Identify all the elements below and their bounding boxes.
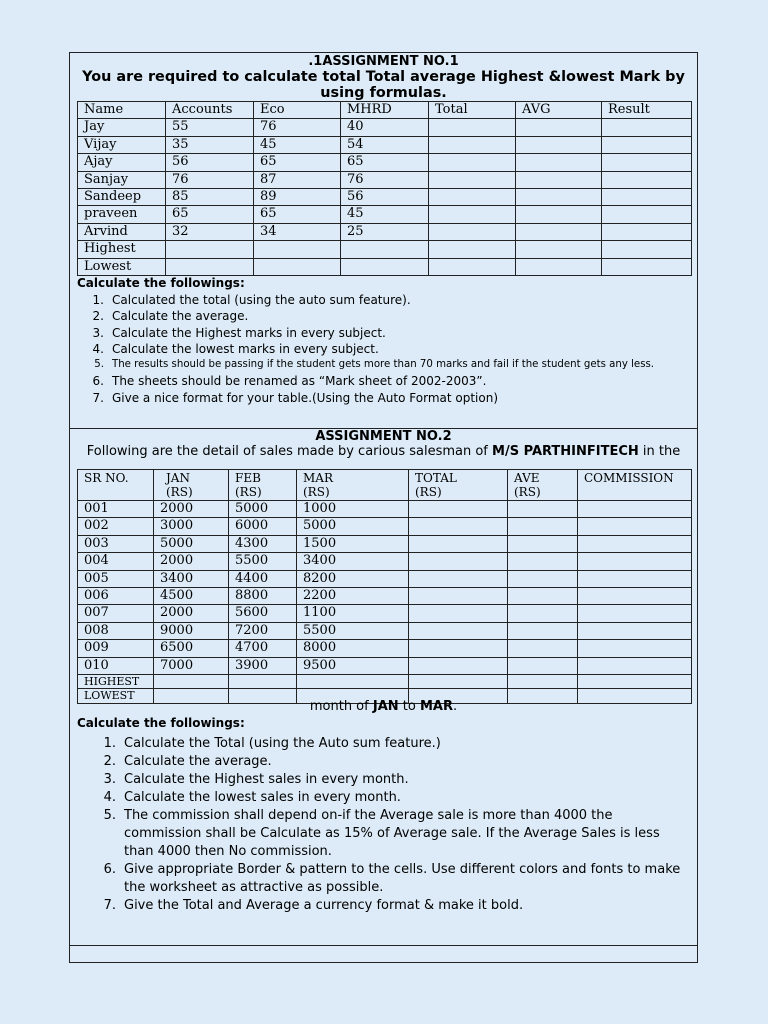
list-item-text: Calculate the lowest marks in every subject. xyxy=(112,341,379,356)
table-cell xyxy=(602,171,692,188)
table-cell: 45 xyxy=(341,206,429,223)
table-cell: Sandeep xyxy=(78,188,166,205)
table-cell xyxy=(508,570,578,587)
table-cell: 9000 xyxy=(154,622,229,639)
table-cell xyxy=(409,570,508,587)
table-cell xyxy=(429,206,516,223)
table-cell xyxy=(516,136,602,153)
list-item xyxy=(78,357,654,373)
table-cell: 5600 xyxy=(229,605,297,622)
list-number: 5. xyxy=(94,359,104,371)
table-cell xyxy=(341,258,429,275)
header-line-1: TOTAL xyxy=(415,471,457,485)
list-item-text: Give a nice format for your table.(Using the Auto Format option) xyxy=(112,390,499,405)
table-row xyxy=(78,640,692,657)
table-cell xyxy=(429,241,516,258)
month-prefix: month of xyxy=(309,699,373,714)
table-cell: 2200 xyxy=(297,587,409,604)
table-cell xyxy=(516,188,602,205)
table-cell: 8000 xyxy=(297,640,409,657)
column-header: MHRD xyxy=(341,102,429,119)
list-number: 7. xyxy=(103,898,116,913)
table-cell: 002 xyxy=(78,518,154,535)
table-cell: 45 xyxy=(254,136,341,153)
list-item xyxy=(78,373,654,389)
table-cell: 6500 xyxy=(154,640,229,657)
table-cell xyxy=(578,570,692,587)
month-to: MAR xyxy=(419,699,453,714)
list-item-text: Give appropriate Border & pattern to the cells. Use different colors and fonts to make the worksheet as attractive as possible. xyxy=(124,862,681,895)
header-line-1: COMMISSION xyxy=(584,471,674,485)
list-item-text: The sheets should be renamed as “Mark sheet of 2002-2003”. xyxy=(112,374,487,389)
table-row xyxy=(78,518,692,535)
table-cell: 76 xyxy=(166,171,254,188)
subtitle-line-2: using formulas. xyxy=(320,85,447,101)
table-cell xyxy=(602,241,692,258)
table-cell: 8800 xyxy=(229,587,297,604)
table-cell xyxy=(516,171,602,188)
table-cell xyxy=(409,657,508,674)
table-cell: 8200 xyxy=(297,570,409,587)
table-cell xyxy=(166,241,254,258)
table-cell xyxy=(409,622,508,639)
table-header-row xyxy=(78,470,692,501)
table-cell: 65 xyxy=(254,154,341,171)
summary-row xyxy=(78,674,692,689)
subtitle-prefix: Following are the detail of sales made by carious salesman of xyxy=(86,444,493,459)
table-row xyxy=(78,171,692,188)
list-item-text: Calculate the lowest sales in every month. xyxy=(124,790,401,805)
table-cell: 007 xyxy=(78,605,154,622)
table-cell: 006 xyxy=(78,587,154,604)
list-number: 6. xyxy=(103,862,116,877)
column-header: Result xyxy=(602,102,692,119)
table-cell xyxy=(508,674,578,689)
header-line-1: AVE xyxy=(514,471,540,485)
table-cell xyxy=(409,640,508,657)
table-row xyxy=(78,206,692,223)
company-name: M/S PARTHINFITECH xyxy=(492,444,639,459)
table-cell: 008 xyxy=(78,622,154,639)
table-cell: 65 xyxy=(341,154,429,171)
assignment-2-title: ASSIGNMENT NO.2 xyxy=(315,429,452,444)
column-header xyxy=(229,470,297,501)
table-cell: 003 xyxy=(78,535,154,552)
list-number: 4. xyxy=(92,341,104,356)
table-cell: 7000 xyxy=(154,657,229,674)
header-line-2: (RS) xyxy=(235,485,262,499)
column-header: AVG xyxy=(516,102,602,119)
table-cell xyxy=(602,206,692,223)
month-range-text xyxy=(70,699,697,715)
table-cell xyxy=(516,206,602,223)
header-line-2: (RS) xyxy=(514,485,541,499)
list-item-text: The results should be passing if the student gets more than 70 marks and fail if the student gets any less. xyxy=(112,359,655,371)
instructions-list-2 xyxy=(78,735,690,915)
table-cell xyxy=(578,501,692,518)
table-cell xyxy=(409,605,508,622)
table-cell xyxy=(508,518,578,535)
table-row xyxy=(78,587,692,604)
table-cell xyxy=(578,518,692,535)
list-number: 4. xyxy=(103,790,116,805)
table-cell xyxy=(602,136,692,153)
list-item-text: Give the Total and Average a currency format & make it bold. xyxy=(124,898,524,913)
table-cell xyxy=(578,640,692,657)
table-cell: 004 xyxy=(78,553,154,570)
table-cell: Ajay xyxy=(78,154,166,171)
table-cell: 3900 xyxy=(229,657,297,674)
list-number: 2. xyxy=(92,309,104,324)
table-cell: 3000 xyxy=(154,518,229,535)
table-cell: praveen xyxy=(78,206,166,223)
list-item xyxy=(78,341,654,357)
table-cell xyxy=(578,553,692,570)
table-cell: 76 xyxy=(341,171,429,188)
table-cell: 54 xyxy=(341,136,429,153)
list-item-text: Calculate the Highest sales in every month. xyxy=(124,772,409,787)
table-cell xyxy=(508,640,578,657)
assignment-1-section xyxy=(70,53,697,429)
month-mid: to xyxy=(398,699,420,714)
table-row xyxy=(78,622,692,639)
header-line-2: (RS) xyxy=(303,485,330,499)
list-number: 3. xyxy=(103,772,116,787)
table-cell: Arvind xyxy=(78,223,166,240)
list-item-text: The commission shall depend on-if the Average sale is more than 4000 the commission shall be Calculate as 15% of Average sale. If the Average Sales is less than 4000 then No commission. xyxy=(124,808,660,859)
table-cell: 56 xyxy=(166,154,254,171)
table-row xyxy=(78,501,692,518)
list-item xyxy=(78,753,690,771)
instructions-list-1 xyxy=(78,292,654,406)
table-cell: 85 xyxy=(166,188,254,205)
table-row xyxy=(78,154,692,171)
table-cell: 009 xyxy=(78,640,154,657)
list-item-text: Calculate the Total (using the Auto sum feature.) xyxy=(124,736,441,751)
table-cell xyxy=(602,223,692,240)
table-cell xyxy=(508,657,578,674)
table-cell xyxy=(409,587,508,604)
column-header xyxy=(78,470,154,501)
assignment-1-subtitle xyxy=(70,69,697,101)
table-cell: 4300 xyxy=(229,535,297,552)
table-cell xyxy=(516,119,602,136)
table-cell: 005 xyxy=(78,570,154,587)
list-number: 6. xyxy=(92,374,104,389)
column-header: Eco xyxy=(254,102,341,119)
table-cell: 76 xyxy=(254,119,341,136)
table-cell xyxy=(429,154,516,171)
table-cell xyxy=(602,188,692,205)
table-cell xyxy=(166,258,254,275)
table-cell: 1000 xyxy=(297,501,409,518)
table-cell xyxy=(254,241,341,258)
table-cell xyxy=(508,535,578,552)
table-row xyxy=(78,657,692,674)
column-header xyxy=(154,470,229,501)
column-header xyxy=(409,470,508,501)
header-line-1: FEB xyxy=(235,471,261,485)
table-cell xyxy=(254,258,341,275)
list-item xyxy=(78,771,690,789)
table-header-row xyxy=(78,102,692,119)
table-cell xyxy=(508,501,578,518)
table-row xyxy=(78,553,692,570)
list-item xyxy=(78,292,654,308)
table-cell: 6000 xyxy=(229,518,297,535)
list-item-text: Calculated the total (using the auto sum feature). xyxy=(112,293,411,307)
table-cell xyxy=(578,622,692,639)
table-cell: 5000 xyxy=(229,501,297,518)
table-cell: 5500 xyxy=(297,622,409,639)
table-cell xyxy=(409,535,508,552)
header-line-1: MAR xyxy=(303,471,333,485)
document-frame xyxy=(69,52,698,963)
table-cell: 3400 xyxy=(154,570,229,587)
table-cell xyxy=(429,136,516,153)
table-cell: LOWEST xyxy=(78,689,154,704)
header-line-1: SR NO. xyxy=(84,471,129,485)
table-cell xyxy=(602,154,692,171)
table-cell xyxy=(429,119,516,136)
list-item xyxy=(78,897,690,915)
header-line-2: (RS) xyxy=(415,485,442,499)
assignment-2-section xyxy=(70,429,697,946)
table-cell xyxy=(578,674,692,689)
table-row xyxy=(78,535,692,552)
table-cell: 2000 xyxy=(154,553,229,570)
header-line-1: JAN xyxy=(166,471,190,485)
table-cell xyxy=(429,171,516,188)
table-cell xyxy=(508,605,578,622)
table-cell xyxy=(429,258,516,275)
table-cell: Sanjay xyxy=(78,171,166,188)
subtitle-suffix: in the xyxy=(638,444,681,459)
table-cell: 1500 xyxy=(297,535,409,552)
table-cell: 55 xyxy=(166,119,254,136)
column-header xyxy=(508,470,578,501)
list-number: 1. xyxy=(103,736,116,751)
table-cell: 87 xyxy=(254,171,341,188)
table-cell: 65 xyxy=(254,206,341,223)
table-cell xyxy=(578,605,692,622)
table-cell xyxy=(229,674,297,689)
table-cell xyxy=(578,535,692,552)
table-cell xyxy=(508,622,578,639)
list-number: 5. xyxy=(103,808,116,823)
list-item xyxy=(78,789,690,807)
table-cell: 56 xyxy=(341,188,429,205)
list-item xyxy=(78,325,654,341)
month-end: . xyxy=(452,699,458,714)
table-cell xyxy=(409,501,508,518)
table-cell: 35 xyxy=(166,136,254,153)
month-from: JAN xyxy=(372,699,399,714)
table-cell xyxy=(409,674,508,689)
list-number: 1. xyxy=(92,293,104,307)
table-cell xyxy=(578,657,692,674)
header-line-2: (RS) xyxy=(166,485,193,499)
column-header: Accounts xyxy=(166,102,254,119)
table-cell: Jay xyxy=(78,119,166,136)
list-number: 7. xyxy=(92,390,104,405)
table-cell xyxy=(409,553,508,570)
table-cell xyxy=(429,223,516,240)
table-cell: 010 xyxy=(78,657,154,674)
column-header: Name xyxy=(78,102,166,119)
table-row xyxy=(78,605,692,622)
table-cell: Lowest xyxy=(78,258,166,275)
table-cell xyxy=(602,119,692,136)
table-cell xyxy=(578,587,692,604)
calc-heading-1: Calculate the followings: xyxy=(77,276,245,290)
sales-table xyxy=(77,469,692,704)
table-cell: 7200 xyxy=(229,622,297,639)
table-cell: Highest xyxy=(78,241,166,258)
table-cell xyxy=(429,188,516,205)
table-row xyxy=(78,136,692,153)
list-item xyxy=(78,308,654,324)
marks-table xyxy=(77,101,692,276)
table-row xyxy=(78,223,692,240)
list-item xyxy=(78,861,690,897)
table-cell: 4500 xyxy=(154,587,229,604)
table-cell: 65 xyxy=(166,206,254,223)
table-cell: 40 xyxy=(341,119,429,136)
table-cell xyxy=(297,674,409,689)
table-row xyxy=(78,570,692,587)
list-number: 3. xyxy=(92,325,104,340)
table-cell xyxy=(516,258,602,275)
table-cell: Vijay xyxy=(78,136,166,153)
table-cell: 32 xyxy=(166,223,254,240)
table-cell xyxy=(516,223,602,240)
table-cell: 001 xyxy=(78,501,154,518)
table-cell: 5000 xyxy=(154,535,229,552)
list-item xyxy=(78,807,690,861)
table-row xyxy=(78,241,692,258)
list-item-text: Calculate the average. xyxy=(112,309,249,324)
table-cell xyxy=(409,518,508,535)
table-cell: HIGHEST xyxy=(78,674,154,689)
table-cell: 89 xyxy=(254,188,341,205)
table-cell xyxy=(602,258,692,275)
list-item xyxy=(78,390,654,406)
column-header: Total xyxy=(429,102,516,119)
column-header xyxy=(297,470,409,501)
table-cell xyxy=(508,553,578,570)
table-cell: 2000 xyxy=(154,501,229,518)
table-cell: 9500 xyxy=(297,657,409,674)
table-cell xyxy=(516,154,602,171)
table-cell: 1100 xyxy=(297,605,409,622)
list-item-text: Calculate the average. xyxy=(124,754,272,769)
table-cell xyxy=(341,241,429,258)
table-row xyxy=(78,188,692,205)
table-cell xyxy=(508,587,578,604)
table-cell: 4400 xyxy=(229,570,297,587)
calc-heading-2: Calculate the followings: xyxy=(77,716,245,730)
table-cell: 34 xyxy=(254,223,341,240)
table-cell: 4700 xyxy=(229,640,297,657)
assignment-2-subtitle xyxy=(70,443,697,461)
table-cell: 25 xyxy=(341,223,429,240)
list-item xyxy=(78,735,690,753)
list-item-text: Calculate the Highest marks in every subject. xyxy=(112,325,386,340)
assignment-1-title: .1ASSIGNMENT NO.1 xyxy=(308,54,459,69)
table-cell: 5000 xyxy=(297,518,409,535)
list-number: 2. xyxy=(103,754,116,769)
table-row xyxy=(78,119,692,136)
table-row xyxy=(78,258,692,275)
table-cell: 2000 xyxy=(154,605,229,622)
table-cell xyxy=(516,241,602,258)
table-cell xyxy=(154,674,229,689)
subtitle-line-1: You are required to calculate total Total average Highest &lowest Mark by xyxy=(82,69,685,85)
table-cell: 5500 xyxy=(229,553,297,570)
column-header xyxy=(578,470,692,501)
table-cell: 3400 xyxy=(297,553,409,570)
